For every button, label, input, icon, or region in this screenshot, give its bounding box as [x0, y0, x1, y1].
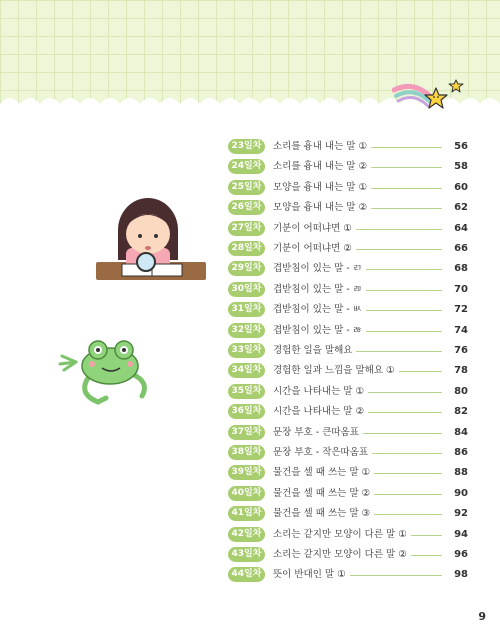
toc-entry-title: 겹받침이 있는 말 - ㅄ [273, 303, 366, 317]
day-badge: 25일차 [228, 180, 265, 195]
day-badge: 43일차 [228, 547, 265, 562]
toc-entry-page: 78 [454, 365, 468, 377]
toc-entry-title: 경험한 일과 느낌을 말해요 ① [273, 364, 399, 378]
toc-entry-title: 겹받침이 있는 말 - ㄺ [273, 262, 366, 276]
toc-entry-title: 모양을 흉내 내는 말 ① [273, 181, 371, 195]
toc-entry-page: 72 [454, 304, 468, 316]
toc-entry[interactable] [228, 179, 468, 197]
toc-entry-page: 96 [454, 549, 468, 560]
day-badge: 30일차 [228, 282, 265, 297]
toc-entry[interactable] [228, 566, 468, 584]
toc-entry-title: 물건을 셀 때 쓰는 말 ① [273, 466, 374, 480]
toc-entry-title: 물건을 셀 때 쓰는 말 ② [273, 487, 374, 501]
toc-entry-title: 경험한 일을 말해요 [273, 344, 356, 358]
toc-entry-page: 66 [454, 243, 468, 254]
toc-entry-title: 소리를 흉내 내는 말 ① [273, 140, 371, 154]
day-badge: 28일차 [228, 241, 265, 256]
toc-entry-page: 56 [454, 141, 468, 152]
toc-entry[interactable] [228, 485, 468, 503]
toc-entry-page: 64 [454, 222, 468, 234]
toc-entry[interactable] [228, 342, 468, 360]
toc-entry-title: 시간을 나타내는 말 ② [273, 405, 368, 419]
toc-entry-page: 84 [454, 426, 468, 438]
day-badge: 27일차 [228, 221, 265, 236]
toc-entry-page: 74 [454, 324, 468, 336]
toc-entry[interactable] [228, 138, 468, 156]
toc-entry[interactable] [228, 526, 468, 544]
toc-entry-title: 시간을 나타내는 말 ① [273, 385, 368, 399]
toc-entry-title: 기분이 어떠냐면 ① [273, 222, 356, 236]
day-badge: 42일차 [228, 527, 265, 542]
toc-entry[interactable] [228, 281, 468, 299]
toc-entry-title: 물건을 셀 때 쓰는 말 ③ [273, 507, 374, 521]
toc-entry-page: 68 [454, 263, 468, 275]
toc-entry[interactable] [228, 240, 468, 258]
toc-entry-page: 58 [454, 161, 468, 173]
toc-entry[interactable] [228, 464, 468, 482]
toc-entry[interactable] [228, 322, 468, 340]
toc-entry[interactable] [228, 383, 468, 401]
toc-entry-title: 겹받침이 있는 말 - ㅀ [273, 324, 366, 338]
toc-entry-page: 90 [454, 487, 468, 499]
day-badge: 37일차 [228, 425, 265, 440]
toc-entry[interactable] [228, 444, 468, 462]
toc-entry[interactable] [228, 362, 468, 380]
toc-entry[interactable] [228, 220, 468, 238]
toc-entry-page: 94 [454, 528, 468, 540]
day-badge: 44일차 [228, 567, 265, 582]
toc-entry-title: 겹받침이 있는 말 - ㄻ [273, 283, 366, 297]
toc-entry[interactable] [228, 424, 468, 442]
day-badge: 31일차 [228, 302, 265, 317]
toc-entry-page: 82 [454, 406, 468, 418]
day-badge: 40일차 [228, 486, 265, 501]
day-badge: 26일차 [228, 200, 265, 215]
day-badge: 36일차 [228, 404, 265, 419]
toc-entry[interactable] [228, 260, 468, 278]
toc-entry[interactable] [228, 158, 468, 176]
toc-entry-page: 88 [454, 467, 468, 479]
toc-entry-page: 76 [454, 345, 468, 356]
toc-entry-title: 문장 부호 - 작은따옴표 [273, 446, 372, 460]
toc-entry-page: 98 [454, 569, 468, 581]
toc-entry[interactable] [228, 505, 468, 523]
toc-entry-page: 70 [454, 283, 468, 295]
toc-entry[interactable] [228, 301, 468, 319]
toc-entry-title: 모양을 흉내 내는 말 ② [273, 201, 371, 215]
day-badge: 34일차 [228, 363, 265, 378]
toc-entry-page: 60 [454, 181, 468, 193]
toc-entry-page: 62 [454, 202, 468, 214]
day-badge: 38일차 [228, 445, 265, 460]
toc-entry[interactable] [228, 546, 468, 564]
toc-entry-title: 소리는 같지만 모양이 다른 말 ① [273, 528, 411, 542]
toc-entry[interactable] [228, 403, 468, 421]
toc-entry[interactable] [228, 199, 468, 217]
toc-entry-title: 뜻이 반대인 말 ① [273, 568, 350, 582]
toc-entry-title: 소리는 같지만 모양이 다른 말 ② [273, 548, 411, 562]
day-badge: 35일차 [228, 384, 265, 399]
day-badge: 32일차 [228, 323, 265, 338]
day-badge: 39일차 [228, 465, 265, 480]
toc-entry-page: 80 [454, 385, 468, 397]
page-number: 9 [478, 610, 486, 623]
day-badge: 29일차 [228, 261, 265, 276]
day-badge: 41일차 [228, 506, 265, 521]
toc-entry-title: 문장 부호 - 큰따옴표 [273, 426, 363, 440]
day-badge: 33일차 [228, 343, 265, 358]
day-badge: 24일차 [228, 159, 265, 174]
toc-entry-page: 92 [454, 508, 468, 520]
toc-entry-title: 소리를 흉내 내는 말 ② [273, 160, 371, 174]
toc-entry-page: 86 [454, 447, 468, 458]
toc-entry-title: 기분이 어떠냐면 ② [273, 242, 356, 256]
day-badge: 23일차 [228, 139, 265, 154]
